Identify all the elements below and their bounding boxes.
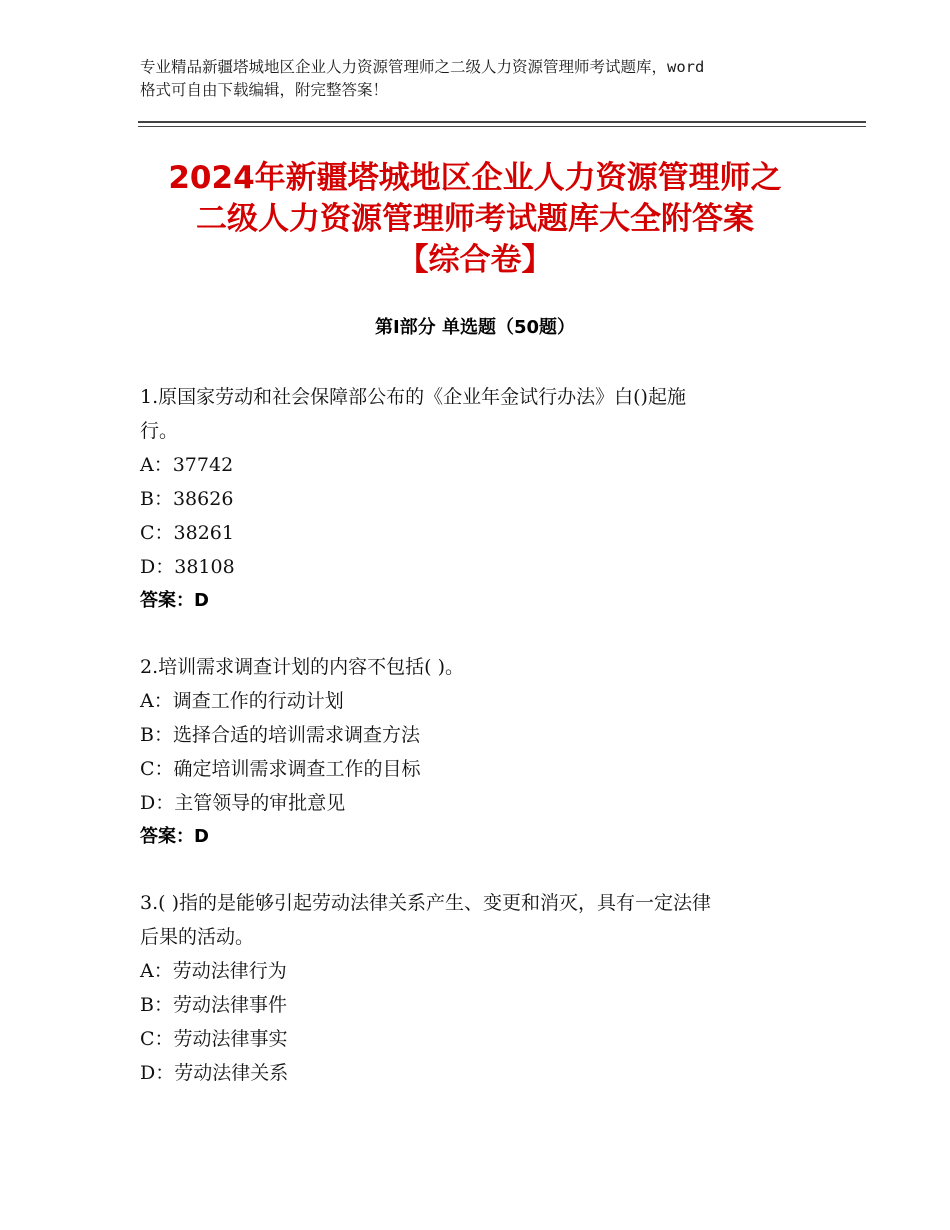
question-stem: 1.原国家劳动和社会保障部公布的《企业年金试行办法》白()起施 bbox=[140, 386, 686, 408]
option-c: C：确定培训需求调查工作的目标 bbox=[140, 758, 421, 780]
question-stem-continued: 后果的活动。 bbox=[140, 926, 255, 948]
option-b: B：劳动法律事件 bbox=[140, 994, 287, 1016]
question-3 bbox=[140, 886, 820, 1090]
question-stem-continued: 行。 bbox=[140, 420, 179, 442]
option-d: D：38108 bbox=[140, 556, 235, 578]
answer: 答案：D bbox=[140, 590, 209, 611]
question-2 bbox=[140, 650, 820, 854]
question-list bbox=[140, 380, 820, 1122]
header-note-line-2: 格式可自由下载编辑，附完整答案！ bbox=[140, 81, 389, 99]
document-title-line-1: 2024年新疆塔城地区企业人力资源管理师之 bbox=[168, 160, 782, 196]
question-stem: 2.培训需求调查计划的内容不包括( )。 bbox=[140, 656, 464, 678]
option-a: A：劳动法律行为 bbox=[140, 960, 287, 982]
document-title-line-2: 二级人力资源管理师考试题库大全附答案 bbox=[196, 201, 754, 237]
option-d: D：劳动法律关系 bbox=[140, 1062, 289, 1084]
document-title bbox=[90, 158, 860, 281]
question-stem: 3.( )指的是能够引起劳动法律关系产生、变更和消灭，具有一定法律 bbox=[140, 892, 711, 914]
header-note bbox=[140, 56, 820, 102]
option-b: B：38626 bbox=[140, 488, 234, 510]
option-a: A：37742 bbox=[140, 454, 234, 476]
option-d: D：主管领导的审批意见 bbox=[140, 792, 346, 814]
question-1 bbox=[140, 380, 820, 618]
option-a: A：调查工作的行动计划 bbox=[140, 690, 344, 712]
document-title-line-3: 【综合卷】 bbox=[397, 242, 553, 278]
answer: 答案：D bbox=[140, 826, 209, 847]
header-rule-thick bbox=[138, 121, 866, 123]
section-title: 第Ⅰ部分 单选题（50题） bbox=[374, 317, 575, 338]
option-b: B：选择合适的培训需求调查方法 bbox=[140, 724, 420, 746]
header-note-line-1: 专业精品新疆塔城地区企业人力资源管理师之二级人力资源管理师考试题库，word bbox=[140, 58, 705, 76]
option-c: C：38261 bbox=[140, 522, 234, 544]
option-c: C：劳动法律事实 bbox=[140, 1028, 288, 1050]
header-rule-thin bbox=[138, 126, 866, 127]
